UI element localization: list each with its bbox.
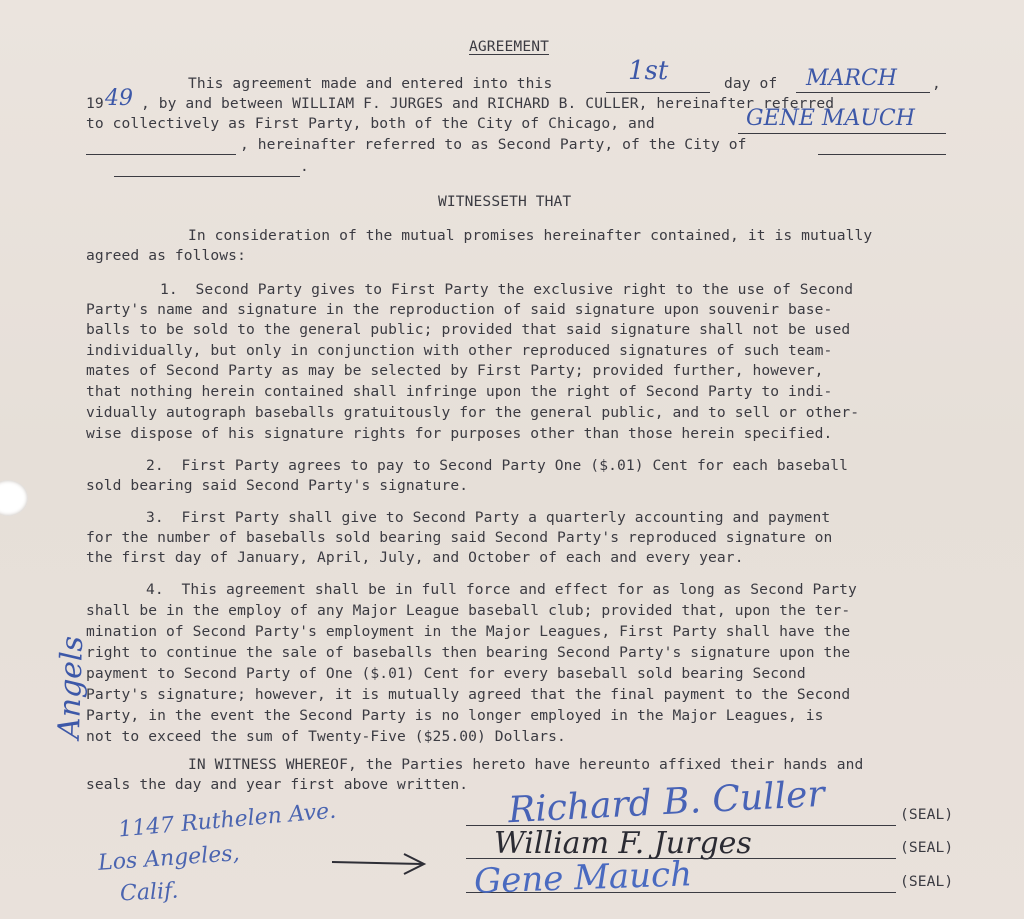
intro-text: 19 <box>86 95 104 112</box>
agreement-document: AGREEMENT This agreement made and entered into this 1st day of MARCH , 19 49 , by and between WILLIAM F. JURGES and RICHARD B. CULLER, hereinafter referred to collectively as First Party, both of the City of Chicago, and GENE MAUCH , hereinafter referred to as Second Party, of the City of . WITNESSETH THAT In consideration of the mutual promises hereinafter contained, it is mutually agreed as follows: 1. Second Party gives to First Party the exclusive right to the use of Second Party's name and signature in the reproduction of said signature upon souvenir base- balls to be sold to the general public; provided that said signature shall not be used individually, but only in conjunction with other reproduced signatures of such team- mates of Second Party as may be selected by First Party; provided further, however, that nothing herein contained shall infringe upon the right of Second Party to indi- vidually autograph baseballs gratuitously for the general public, and to sell or other- wise dispose of his signature rights for purposes other than those herein specified. 2. First Party agrees to pay to Second Party One ($.01) Cent for each baseball sold bearing said Second Party's signature. 3. First Party shall give to Second Party a quarterly accounting and payment for the number of baseballs sold bearing said Second Party's reproduced signature on the first day of January, April, July, and October of each and every year. 4. This agreement shall be in full force and effect for as long as Second Party shall be in the employ of any Major League baseball club; provided that, upon the ter- mination of Second Party's employment in the Major Leagues, First Party shall have the right to continue the sale of baseballs then bearing Second Party's signature upon the payment to Second Party of One ($.01) Cent for every baseball sold bearing Second Party's signature; however, it is mutually agreed that the final payment to the Second Party, in the event the Second Party is no longer employed in the Major Leagues, is not to exceed the sum of Twenty-Five ($25.00) Dollars. IN WITNESS WHEREOF, the Parties hereto have hereunto affixed their hands and seals the day and year first above written. Angels 1147 Ruthelen Ave. Los Angeles, Calif. Richard B. Culler William F. Jurges Gene Mauch (SEAL) (SEAL) (SEAL) <box>0 0 1024 919</box>
day-blank <box>606 92 710 93</box>
seal-label: (SEAL) <box>900 839 954 856</box>
intro-text: to collectively as First Party, both of the City of Chicago, and <box>86 115 655 132</box>
body-line: IN WITNESS WHEREOF, the Parties hereto have hereunto affixed their hands and <box>188 756 864 773</box>
body-line: balls to be sold to the general public; provided that said signature shall not be used <box>86 321 851 338</box>
body-line: Party, in the event the Second Party is no longer employed in the Major Leagues, is <box>86 707 824 724</box>
body-line: sold bearing said Second Party's signature. <box>86 477 469 494</box>
intro-text: This agreement made and entered into this <box>188 75 553 92</box>
blank-line <box>86 154 236 155</box>
handwritten-address-line: Calif. <box>119 878 179 907</box>
body-line: vidually autograph baseballs gratuitously for the general public, and to sell or other- <box>86 404 860 421</box>
body-line: In consideration of the mutual promises hereinafter contained, it is mutually <box>188 227 873 244</box>
section-heading: WITNESSETH THAT <box>438 193 572 210</box>
handwritten-year: 49 <box>105 86 133 111</box>
body-line: 4. This agreement shall be in full force and effect for as long as Second Party <box>146 581 857 598</box>
punch-hole <box>0 480 28 516</box>
body-line: 2. First Party agrees to pay to Second Party One ($.01) Cent for each baseball <box>146 457 849 474</box>
signature-richard-culler: Richard B. Culler <box>507 773 826 832</box>
body-line: that nothing herein contained shall infringe upon the right of Second Party to indi- <box>86 383 833 400</box>
handwritten-month: MARCH <box>806 66 897 91</box>
body-line: seals the day and year first above written. <box>86 776 469 793</box>
handwritten-address-line: Los Angeles, <box>97 841 241 876</box>
arrow-right-icon <box>330 848 430 878</box>
month-blank <box>796 92 930 93</box>
document-title: AGREEMENT <box>469 38 549 55</box>
signature-gene-mauch: Gene Mauch <box>473 854 693 902</box>
body-line: shall be in the employ of any Major League baseball club; provided that, upon the ter- <box>86 602 851 619</box>
body-line: Party's name and signature in the reproduction of said signature upon souvenir base- <box>86 301 833 318</box>
body-line: right to continue the sale of baseballs then bearing Second Party's signature upon the <box>86 644 851 661</box>
body-line: mates of Second Party as may be selected by First Party; provided further, however, <box>86 362 824 379</box>
body-line: payment to Second Party of One ($.01) Cent for every baseball sold bearing Second <box>86 665 806 682</box>
intro-text: , hereinafter referred to as Second Party, of the City of <box>240 136 747 153</box>
body-line: mination of Second Party's employment in the Major Leagues, First Party shall have the <box>86 623 851 640</box>
intro-text: day of <box>724 75 778 92</box>
body-line: wise dispose of his signature rights for purposes other than those herein specified. <box>86 425 833 442</box>
handwritten-angels-note: Angels <box>51 635 91 740</box>
city-blank <box>114 176 300 177</box>
body-line: not to exceed the sum of Twenty-Five ($25.00) Dollars. <box>86 728 566 745</box>
handwritten-address-line: 1147 Ruthelen Ave. <box>117 798 338 843</box>
body-line: for the number of baseballs sold bearing said Second Party's reproduced signature on <box>86 529 833 546</box>
body-line: agreed as follows: <box>86 247 246 264</box>
seal-label: (SEAL) <box>900 806 954 823</box>
body-line: 3. First Party shall give to Second Party a quarterly accounting and payment <box>146 509 831 526</box>
body-line: 1. Second Party gives to First Party the exclusive right to the use of Second <box>160 281 854 298</box>
body-line: individually, but only in conjunction with other reproduced signatures of such team- <box>86 342 833 359</box>
name-blank <box>738 133 946 134</box>
signature-william-jurges: William F. Jurges <box>494 826 752 861</box>
seal-label: (SEAL) <box>900 873 954 890</box>
city-blank <box>818 154 946 155</box>
handwritten-second-party-name: GENE MAUCH <box>746 106 915 131</box>
intro-text: , by and between WILLIAM F. JURGES and RICHARD B. CULLER, hereinafter referred <box>141 95 835 112</box>
body-line: Party's signature; however, it is mutually agreed that the final payment to the Second <box>86 686 851 703</box>
body-line: the first day of January, April, July, and October of each and every year. <box>86 549 744 566</box>
handwritten-day: 1st <box>628 56 669 86</box>
